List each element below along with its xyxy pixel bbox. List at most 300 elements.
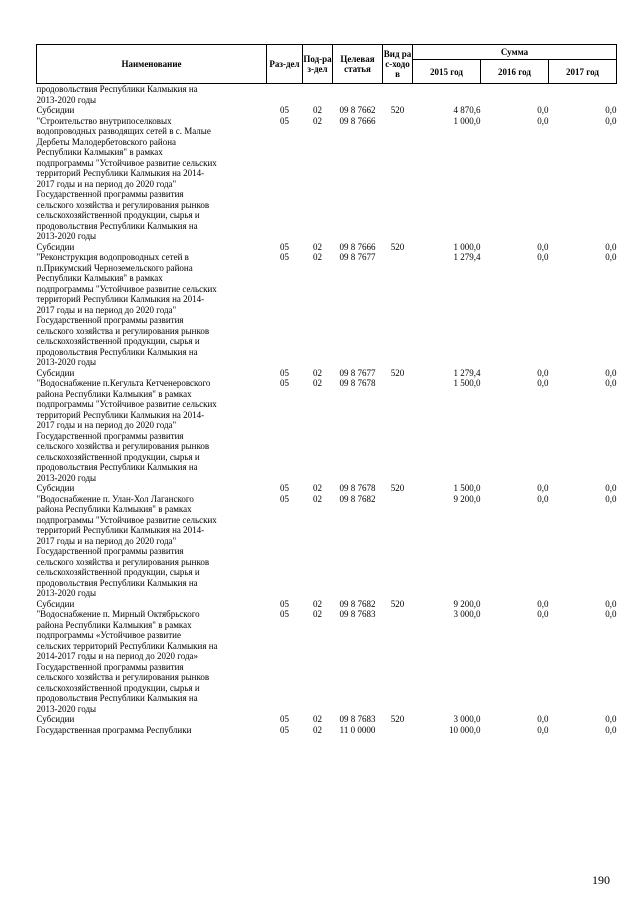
row-sum-2015	[413, 651, 481, 662]
row-target-article	[333, 641, 383, 652]
row-name: района Республики Калмыкия" в рамках	[36, 619, 192, 630]
row-target-article	[333, 231, 383, 242]
row-sum-2016	[481, 704, 549, 715]
row-razdel: 05	[280, 105, 289, 115]
row-expense-type	[383, 305, 413, 316]
row-sum-2017	[549, 641, 617, 652]
row-expense-type	[383, 704, 413, 715]
row-razdel	[267, 263, 303, 274]
table-row	[37, 704, 617, 715]
row-sum-2017	[549, 95, 617, 106]
row-sum-2015	[413, 515, 481, 526]
row-expense-type	[383, 725, 413, 736]
row-expense-type	[383, 147, 413, 158]
row-sum-2017	[549, 630, 617, 641]
row-sum-2016	[481, 641, 549, 652]
row-sum-2015	[413, 399, 481, 410]
row-name: продовольствия Республики Калмыкия на	[36, 84, 198, 94]
row-target-article	[333, 326, 383, 337]
row-name: 2014-2017 годы и на период до 2020 года»	[36, 651, 199, 661]
row-podrazdel: 02	[313, 724, 322, 735]
row-name: подпрограммы «Устойчивое развитие	[36, 630, 181, 640]
row-expense-type	[383, 683, 413, 694]
table-row	[37, 210, 617, 221]
row-razdel	[267, 273, 303, 284]
table-row	[37, 725, 617, 736]
row-target-article	[333, 168, 383, 179]
row-sum-2017	[549, 126, 617, 137]
row-razdel	[267, 462, 303, 473]
row-podrazdel	[303, 137, 333, 148]
row-podrazdel	[303, 315, 333, 326]
row-expense-type	[383, 137, 413, 148]
row-name: продовольствия Республики Калмыкия на	[36, 577, 198, 588]
row-sum-2015	[413, 179, 481, 190]
row-target-article	[333, 525, 383, 536]
row-sum-2015	[413, 137, 481, 148]
row-sum-2016	[481, 473, 549, 484]
row-name: Государственной программы развития	[36, 661, 184, 672]
row-sum-2017	[549, 389, 617, 400]
row-sum-2015	[413, 168, 481, 179]
row-podrazdel	[303, 578, 333, 589]
row-name: Государственной программы развития	[36, 315, 184, 325]
row-expense-type	[383, 641, 413, 652]
row-target-article	[333, 683, 383, 694]
row-sum-2015	[413, 546, 481, 557]
row-podrazdel	[303, 326, 333, 337]
row-name: сельского хозяйства и регулирования рынков	[36, 199, 210, 210]
row-razdel	[267, 683, 303, 694]
row-expense-type	[383, 525, 413, 536]
table-row	[37, 578, 617, 589]
row-razdel	[267, 578, 303, 589]
row-expense-type	[383, 357, 413, 368]
row-razdel: 05	[280, 252, 289, 262]
row-target-article: 09 8 7677	[339, 367, 376, 378]
row-razdel: 05	[280, 367, 289, 378]
row-target-article: 11 0 0000	[339, 724, 376, 735]
row-sum-2015	[413, 315, 481, 326]
row-razdel	[267, 137, 303, 148]
row-sum-2016	[481, 189, 549, 200]
row-podrazdel	[303, 189, 333, 200]
row-sum-2016: 0,0	[537, 367, 549, 378]
row-target-article	[333, 462, 383, 473]
row-sum-2017	[549, 158, 617, 169]
row-expense-type	[383, 84, 413, 95]
row-razdel	[267, 630, 303, 641]
row-target-article: 09 8 7666	[339, 115, 376, 126]
row-sum-2016	[481, 462, 549, 473]
table-row	[37, 630, 617, 641]
row-target-article: 09 8 7683	[339, 609, 376, 619]
row-podrazdel	[303, 263, 333, 274]
row-sum-2015	[413, 420, 481, 431]
row-razdel	[267, 315, 303, 326]
row-podrazdel	[303, 200, 333, 211]
row-sum-2016	[481, 441, 549, 452]
table-row	[37, 294, 617, 305]
row-sum-2017	[549, 284, 617, 295]
row-sum-2017	[549, 210, 617, 221]
row-name: 2013-2020 годы	[36, 231, 97, 241]
row-expense-type	[383, 116, 413, 127]
row-sum-2016	[481, 504, 549, 515]
table-row	[37, 588, 617, 599]
row-sum-2017	[549, 263, 617, 274]
row-target-article	[333, 399, 383, 410]
row-name: территорий Республики Калмыкия на 2014-	[36, 525, 205, 535]
row-expense-type	[383, 179, 413, 190]
row-sum-2016	[481, 567, 549, 578]
row-sum-2017: 0,0	[605, 252, 617, 262]
row-sum-2016: 0,0	[537, 609, 549, 619]
row-podrazdel	[303, 95, 333, 106]
row-target-article	[333, 336, 383, 347]
table-row	[37, 714, 617, 725]
row-sum-2016	[481, 683, 549, 694]
row-target-article	[333, 662, 383, 673]
row-name: сельских территорий Республики Калмыкия на	[36, 640, 218, 651]
row-name: Государственной программы развития	[36, 430, 184, 441]
row-name: 2013-2020 годы	[36, 94, 97, 105]
row-target-article	[333, 200, 383, 211]
row-sum-2015: 3 000,0	[453, 609, 481, 619]
row-sum-2017	[549, 452, 617, 463]
row-sum-2017	[549, 567, 617, 578]
row-sum-2016	[481, 84, 549, 95]
row-name: Субсидии	[36, 598, 75, 609]
row-podrazdel	[303, 179, 333, 190]
row-name: "Водоснабжение п. Улан-Хол Лаганского	[36, 493, 194, 504]
table-row	[37, 126, 617, 137]
row-sum-2015	[413, 126, 481, 137]
table-row	[37, 557, 617, 568]
row-sum-2015	[413, 347, 481, 358]
row-razdel	[267, 284, 303, 295]
row-sum-2017	[549, 588, 617, 599]
row-razdel	[267, 662, 303, 673]
row-name: района Республики Калмыкия" в рамках	[36, 388, 192, 399]
table-row	[37, 483, 617, 494]
row-podrazdel: 02	[313, 252, 322, 262]
row-sum-2017	[549, 441, 617, 452]
row-sum-2016	[481, 95, 549, 106]
row-sum-2015	[413, 693, 481, 704]
row-razdel	[267, 210, 303, 221]
table-row	[37, 179, 617, 190]
row-target-article	[333, 651, 383, 662]
row-podrazdel	[303, 662, 333, 673]
table-row	[37, 651, 617, 662]
row-sum-2016: 0,0	[537, 724, 549, 735]
row-sum-2016	[481, 578, 549, 589]
row-expense-type	[383, 315, 413, 326]
row-name: территорий Республики Калмыкия на 2014-	[36, 294, 205, 304]
row-podrazdel	[303, 651, 333, 662]
row-expense-type	[383, 609, 413, 620]
row-name: продовольствия Республики Калмыкия на	[36, 346, 198, 357]
row-target-article: 09 8 7682	[339, 493, 376, 504]
row-sum-2016	[481, 231, 549, 242]
row-sum-2017	[549, 221, 617, 232]
row-podrazdel: 02	[313, 378, 322, 388]
table-row	[37, 221, 617, 232]
table-row	[37, 693, 617, 704]
row-sum-2017	[549, 137, 617, 148]
row-sum-2016	[481, 525, 549, 536]
table-row	[37, 368, 617, 379]
row-sum-2015: 1 500,0	[453, 378, 481, 388]
row-expense-type: 520	[390, 105, 405, 115]
row-razdel	[267, 452, 303, 463]
row-sum-2016	[481, 588, 549, 599]
row-expense-type	[383, 231, 413, 242]
header-name: Наименование	[37, 45, 267, 84]
row-expense-type	[383, 567, 413, 578]
table-row	[37, 326, 617, 337]
row-sum-2015	[413, 641, 481, 652]
row-sum-2017	[549, 683, 617, 694]
row-razdel	[267, 147, 303, 158]
row-sum-2015	[413, 147, 481, 158]
row-podrazdel: 02	[313, 483, 322, 493]
row-podrazdel	[303, 588, 333, 599]
row-target-article: 09 8 7682	[339, 598, 376, 609]
row-sum-2015	[413, 294, 481, 305]
row-expense-type: 520	[390, 483, 405, 493]
row-name: сельскохозяйственной продукции, сырья и	[36, 451, 200, 462]
row-sum-2015	[413, 473, 481, 484]
row-target-article	[333, 357, 383, 368]
row-name: п.Прикумский Черноземельского района	[36, 262, 193, 273]
row-podrazdel	[303, 452, 333, 463]
table-row	[37, 105, 617, 116]
table-row	[37, 431, 617, 442]
row-sum-2016	[481, 399, 549, 410]
row-sum-2017	[549, 557, 617, 568]
table-row	[37, 189, 617, 200]
row-name: территорий Республики Калмыкия на 2014-	[36, 409, 205, 420]
row-podrazdel: 02	[313, 609, 322, 619]
row-razdel	[267, 84, 303, 95]
row-sum-2015	[413, 84, 481, 95]
row-target-article	[333, 263, 383, 274]
row-razdel	[267, 525, 303, 536]
table-row	[37, 420, 617, 431]
table-row	[37, 494, 617, 505]
row-sum-2015: 9 200,0	[453, 493, 481, 504]
row-expense-type	[383, 620, 413, 631]
row-name: района Республики Калмыкия" в рамках	[36, 504, 192, 514]
row-expense-type	[383, 546, 413, 557]
row-expense-type	[383, 452, 413, 463]
row-expense-type	[383, 126, 413, 137]
row-sum-2015: 1 000,0	[453, 115, 481, 126]
row-podrazdel	[303, 389, 333, 400]
row-expense-type	[383, 326, 413, 337]
table-row	[37, 84, 617, 95]
table-row	[37, 620, 617, 631]
row-razdel	[267, 693, 303, 704]
row-sum-2016	[481, 357, 549, 368]
row-razdel	[267, 336, 303, 347]
row-target-article	[333, 588, 383, 599]
row-sum-2017	[549, 315, 617, 326]
row-target-article	[333, 305, 383, 316]
row-target-article	[333, 389, 383, 400]
row-target-article	[333, 420, 383, 431]
row-podrazdel	[303, 546, 333, 557]
row-name: 2017 годы и на период до 2020 года"	[36, 420, 177, 430]
table-row	[37, 462, 617, 473]
row-podrazdel	[303, 305, 333, 316]
row-target-article	[333, 189, 383, 200]
row-sum-2017	[549, 504, 617, 515]
row-sum-2016	[481, 431, 549, 442]
table-row	[37, 536, 617, 547]
header-year-2017: 2017 год	[549, 60, 617, 84]
table-row	[37, 305, 617, 316]
row-sum-2017	[549, 357, 617, 368]
row-expense-type	[383, 588, 413, 599]
row-sum-2015: 10 000,0	[449, 724, 481, 735]
row-sum-2016	[481, 168, 549, 179]
row-sum-2017	[549, 662, 617, 673]
row-sum-2016: 0,0	[537, 105, 549, 115]
row-razdel	[267, 347, 303, 358]
row-razdel	[267, 168, 303, 179]
row-podrazdel	[303, 336, 333, 347]
row-name: Субсидии	[36, 367, 75, 378]
row-target-article	[333, 515, 383, 526]
row-target-article	[333, 84, 383, 95]
row-name: Республики Калмыкия" в рамках	[36, 147, 163, 157]
row-sum-2015	[413, 462, 481, 473]
row-sum-2017: 0,0	[605, 724, 617, 735]
table-row	[37, 399, 617, 410]
row-sum-2016	[481, 410, 549, 421]
row-name: "Строительство внутрипоселковых	[36, 115, 172, 126]
row-name: Дербеты Малодербетовского района	[36, 136, 177, 147]
row-sum-2017: 0,0	[605, 241, 617, 252]
row-sum-2015: 1 279,4	[453, 367, 481, 378]
row-sum-2017	[549, 693, 617, 704]
row-name: 2013-2020 годы	[36, 472, 97, 483]
row-target-article	[333, 504, 383, 515]
row-sum-2015	[413, 441, 481, 452]
row-target-article	[333, 315, 383, 326]
header-sum: Сумма	[413, 45, 617, 60]
row-sum-2017	[549, 525, 617, 536]
row-expense-type	[383, 473, 413, 484]
row-expense-type	[383, 672, 413, 683]
row-razdel	[267, 515, 303, 526]
row-razdel	[267, 179, 303, 190]
row-razdel	[267, 672, 303, 683]
row-sum-2015: 9 200,0	[453, 598, 481, 609]
row-razdel	[267, 95, 303, 106]
row-name: сельскохозяйственной продукции, сырья и	[36, 336, 200, 346]
row-sum-2017	[549, 200, 617, 211]
row-name: Субсидии	[36, 241, 75, 252]
row-podrazdel	[303, 641, 333, 652]
row-sum-2015	[413, 231, 481, 242]
table-row	[37, 525, 617, 536]
table-row	[37, 441, 617, 452]
row-sum-2016	[481, 273, 549, 284]
row-sum-2016	[481, 557, 549, 568]
row-razdel	[267, 305, 303, 316]
row-sum-2015	[413, 95, 481, 106]
row-target-article	[333, 137, 383, 148]
row-name: "Водоснабжение п.Кегульта Кетченеровского	[36, 378, 211, 388]
row-sum-2015	[413, 357, 481, 368]
row-name: "Реконструкция водопроводных сетей в	[36, 252, 189, 262]
row-expense-type	[383, 441, 413, 452]
row-razdel	[267, 441, 303, 452]
row-podrazdel	[303, 620, 333, 631]
row-sum-2017: 0,0	[605, 714, 617, 724]
row-target-article	[333, 557, 383, 568]
row-expense-type	[383, 651, 413, 662]
row-podrazdel	[303, 525, 333, 536]
table-row	[37, 284, 617, 295]
row-razdel: 05	[280, 115, 289, 126]
row-name: территорий Республики Калмыкия на 2014-	[36, 168, 205, 178]
row-podrazdel	[303, 399, 333, 410]
row-sum-2017	[549, 347, 617, 358]
row-podrazdel	[303, 221, 333, 232]
row-razdel: 05	[280, 483, 289, 493]
row-expense-type	[383, 504, 413, 515]
row-razdel	[267, 473, 303, 484]
row-razdel	[267, 620, 303, 631]
row-sum-2015	[413, 273, 481, 284]
row-name: 2017 годы и на период до 2020 года"	[36, 535, 177, 546]
row-sum-2015	[413, 672, 481, 683]
row-target-article	[333, 95, 383, 106]
row-sum-2016: 0,0	[537, 483, 549, 493]
row-sum-2015	[413, 336, 481, 347]
row-expense-type	[383, 693, 413, 704]
row-target-article	[333, 704, 383, 715]
row-expense-type	[383, 263, 413, 274]
table-row	[37, 504, 617, 515]
row-sum-2015	[413, 189, 481, 200]
row-expense-type	[383, 336, 413, 347]
row-expense-type: 520	[390, 367, 405, 378]
row-sum-2016	[481, 515, 549, 526]
row-sum-2017	[549, 620, 617, 631]
row-sum-2015	[413, 536, 481, 547]
row-sum-2017	[549, 546, 617, 557]
row-sum-2017	[549, 420, 617, 431]
row-sum-2017	[549, 189, 617, 200]
row-name: подпрограммы "Устойчивое развитие сельских	[36, 157, 217, 168]
row-razdel: 05	[280, 493, 289, 504]
row-name: Государственной программы развития	[36, 189, 184, 199]
row-podrazdel	[303, 683, 333, 694]
row-name: водопроводных разводящих сетей в с. Малые	[36, 126, 211, 136]
table-row	[37, 599, 617, 610]
row-sum-2017: 0,0	[605, 598, 617, 609]
row-expense-type	[383, 536, 413, 547]
table-row	[37, 137, 617, 148]
row-sum-2017	[549, 536, 617, 547]
row-target-article	[333, 273, 383, 284]
